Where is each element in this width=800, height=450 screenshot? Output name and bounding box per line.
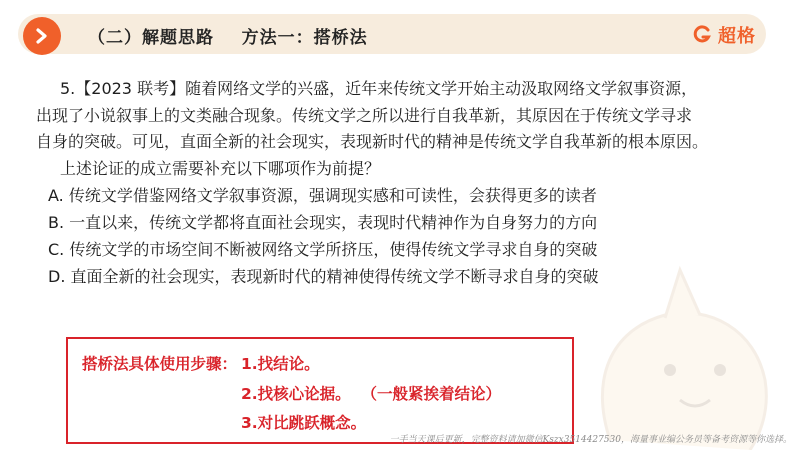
step-2: 2.找核心论据。 （一般紧挨着结论） [241, 385, 501, 403]
footer-note: 一手当天课后更新，完整资料请加微信Kszx3514427530，海量事业编公务员等备考资源等你选择。 [389, 435, 792, 445]
brand-logo-icon [692, 25, 712, 45]
option-a: A. 传统文学借鉴网络文学叙事资源，强调现实感和可读性，会获得更多的读者 [48, 186, 597, 205]
brand [692, 22, 756, 48]
step-3: 3.对比跳跃概念。 [241, 414, 367, 432]
chevron-right-icon [33, 27, 51, 45]
question-line: 出现了小说叙事上的文类融合现象。传统文学之所以进行自我革新，其原因在于传统文学寻求 [36, 105, 693, 125]
nav-button[interactable] [23, 17, 61, 55]
question-line: 5.【2023 联考】随着网络文学的兴盛，近年来传统文学开始主动汲取网络文学叙事资源， [60, 79, 698, 98]
steps-label: 搭桥法具体使用步骤： [82, 355, 238, 373]
option-d: D. 直面全新的社会现实，表现新时代的精神使得传统文学不断寻求自身的突破 [48, 267, 599, 286]
option-b: B. 一直以来，传统文学都将直面社会现实，表现时代精神作为自身努力的方向 [48, 213, 598, 232]
mascot-watermark-icon [570, 260, 800, 450]
option-c: C. 传统文学的市场空间不断被网络文学所挤压，使得传统文学寻求自身的突破 [48, 240, 598, 259]
question-line: 自身的突破。可见，直面全新的社会现实，表现新时代的精神是传统文学自我革新的根本原因。 [36, 132, 709, 151]
step-1: 1.找结论。 [241, 355, 320, 373]
question-prompt: 上述论证的成立需要补充以下哪项作为前提？ [60, 158, 381, 178]
section-title: （二）解题思路 方法一：搭桥法 [88, 28, 368, 48]
question-block [36, 76, 776, 290]
brand-name: 超格 [718, 26, 756, 47]
